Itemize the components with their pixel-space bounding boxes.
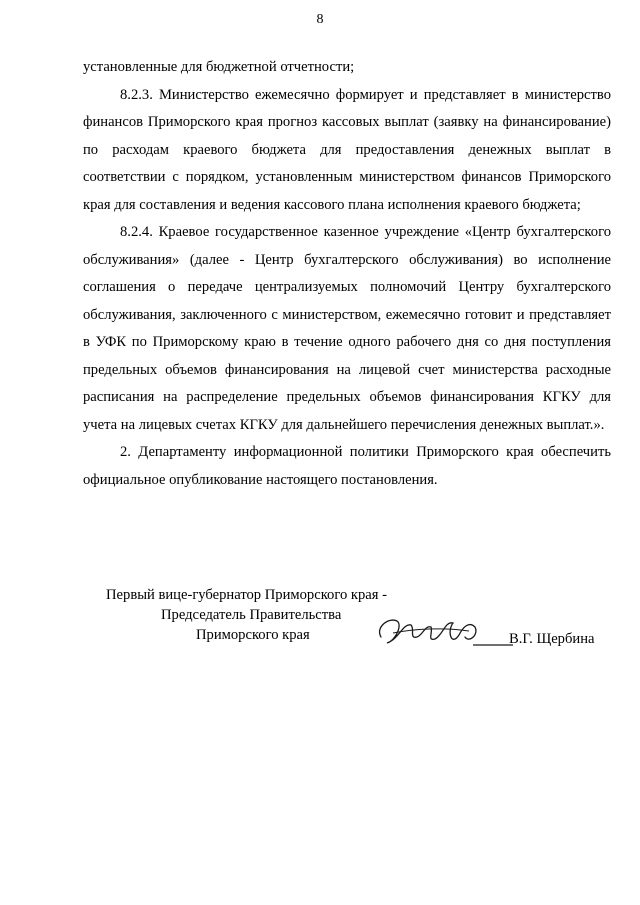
- document-body: [83, 54, 611, 494]
- signer-title-line-3: Приморского края: [196, 627, 310, 643]
- paragraph-8-2-3: 8.2.3. Министерство ежемесячно формирует и представляет в министерство финансов Приморского края прогноз кассовых выплат (заявку на финансирование) по расходам краевого бюджета для предоставления денежных выплат в соответствии с порядком, установленным министерством финансов Приморского края для составления и ведения кассового плана исполнения краевого бюджета;: [83, 86, 611, 213]
- signature-block: [83, 585, 611, 675]
- signer-name: В.Г. Щербина: [509, 631, 595, 647]
- signer-title-line-1: Первый вице-губернатор Приморского края -: [106, 587, 388, 603]
- page-number: 8: [316, 12, 324, 27]
- handwritten-signature: [373, 607, 513, 657]
- paragraph-2: 2. Департаменту информационной политики Приморского края обеспечить официальное опубликование настоящего постановления.: [83, 444, 611, 488]
- paragraph-continuation: установленные для бюджетной отчетности;: [83, 59, 355, 75]
- signer-title-line-2: Председатель Правительства: [161, 607, 342, 623]
- paragraph-8-2-4: 8.2.4. Краевое государственное казенное учреждение «Центр бухгалтерского обслуживания» (далее - Центр бухгалтерского обслуживания) во исполнение соглашения о передаче централизуемых полномочий Центру бухгалтерского обслуживания, заключенного с министерством, ежемесячно готовит и представляет в УФК по Приморскому краю в течение одного рабочего дня со дня поступления предельных объемов финансирования на лицевой счет министерства расходные расписания на распределение предельных объемов финансирования КГКУ для учета на лицевых счетах КГКУ для дальнейшего перечисления денежных выплат.».: [83, 224, 611, 433]
